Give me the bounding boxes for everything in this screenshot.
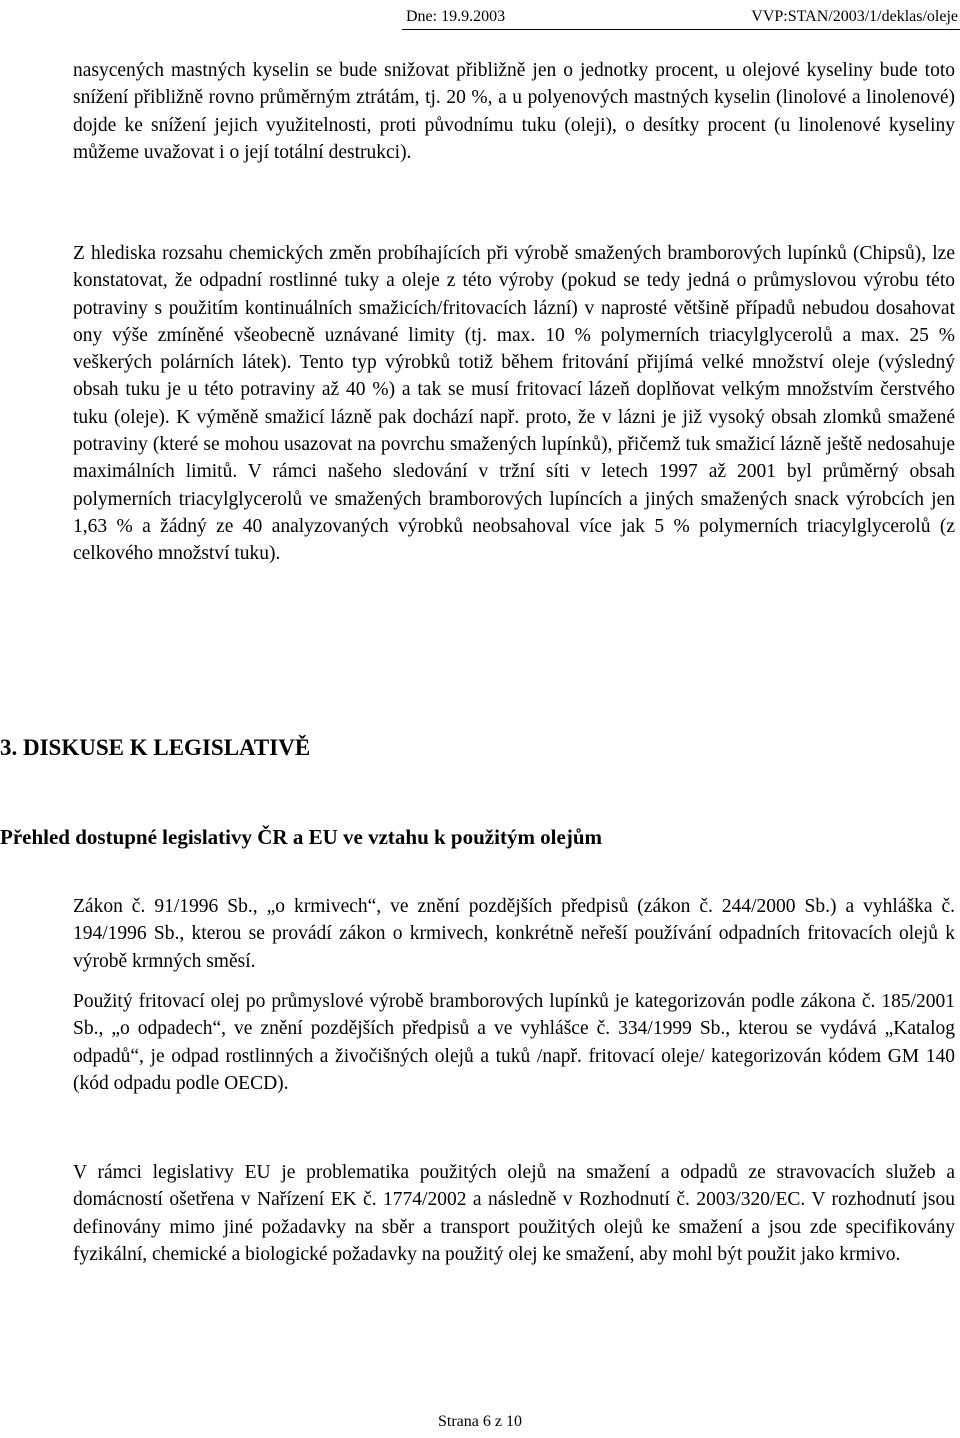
body-paragraph: Použitý fritovací olej po průmyslové výrobě bramborových lupínků je kategorizován podle zákona č. 185/2001 Sb., „o odpadech“, ve znění pozdějších předpisů a ve vyhlášce č. 334/1999 Sb., kterou se vydává „Katalog odpadů“, je odpad rostlinných a živočišných olejů a tuků /např. fritovací oleje/ kategorizován kódem GM 140 (kód odpadu podle OECD). <box>73 991 955 1094</box>
section-heading: 3. DISKUSE K LEGISLATIVĚ <box>0 735 311 760</box>
body-paragraph: Z hlediska rozsahu chemických změn probíhajících při výrobě smažených bramborových lupínků (Chipsů), lze konstatovat, že odpadní rostlinné tuky a oleje z této výroby (pokud se tedy jedná o průmyslovou výrobu této potraviny s použitím kontinuálních smažicích/fritovacích lázní) v naprosté většině případů nebudou dosahovat ony výše zmíněné všeobecně uznávané limity (tj. max. 10 % polymerních triacylglycerolů a max. 25 % veškerých polárních látek). Tento typ výrobků totiž během fritování přijímá velké množství oleje (výsledný obsah tuku je u této potraviny až 40 %) a tak se musí fritovací lázeň doplňovat velkým množstvím čerstvého tuku (oleje). K výměně smažicí lázně pak dochází např. proto, že v lázni je již vysoký obsah zlomků smažené potraviny (které se mohou usazovat na povrchu smažených lupínků), přičemž tuk smažicí lázně ještě nedosahuje maximálních limitů. V rámci našeho sledování v tržní síti v letech 1997 až 2001 byl průměrný obsah polymerních triacylglycerolů ve smažených bramborových lupíncích a jiných smažených snack výrobcích jen 1,63 % a žádný ze 40 analyzovaných výrobků neobsahoval více jak 5 % polymerních triacylglycerolů (z celkového množství tuku). <box>73 243 955 565</box>
subsection-heading: Přehled dostupné legislativy ČR a EU ve vztahu k použitým olejům <box>0 825 603 849</box>
page-number: Strana 6 z 10 <box>438 1413 522 1430</box>
header-reference: VVP:STAN/2003/1/deklas/oleje <box>751 8 958 25</box>
body-paragraph: Zákon č. 91/1996 Sb., „o krmivech“, ve znění pozdějších předpisů (zákon č. 244/2000 Sb.) a vyhláška č. 194/1996 Sb., kterou se provádí zákon o krmivech, konkrétně neřeší používání odpadních fritovacích olejů k výrobě krmných směsí. <box>73 896 955 972</box>
body-paragraph: V rámci legislativy EU je problematika použitých olejů na smažení a odpadů ze stravovacích služeb a domácností ošetřena v Nařízení EK č. 1774/2002 a následně v Rozhodnutí č. 2003/320/EC. V rozhodnutí jsou definovány mimo jiné požadavky na sběr a transport použitých olejů ke smažení a jsou zde specifikovány fyzikální, chemické a biologické požadavky na použitý olej ke smažení, aby mohl být použit jako krmivo. <box>73 1162 955 1265</box>
header-date: Dne: 19.9.2003 <box>406 8 506 25</box>
body-paragraph: nasycených mastných kyselin se bude snižovat přibližně jen o jednotky procent, u olejové kyseliny bude toto snížení přibližně rovno průměrným ztrátám, tj. 20 %, a u polyenových mastných kyselin (linolové a linolenové) dojde ke snížení jejich využitelnosti, proti původnímu tuku (oleji), o desítky procent (u linolenové kyseliny můžeme uvažovat i o její totální destrukci). <box>73 60 955 163</box>
page-header <box>402 6 960 30</box>
